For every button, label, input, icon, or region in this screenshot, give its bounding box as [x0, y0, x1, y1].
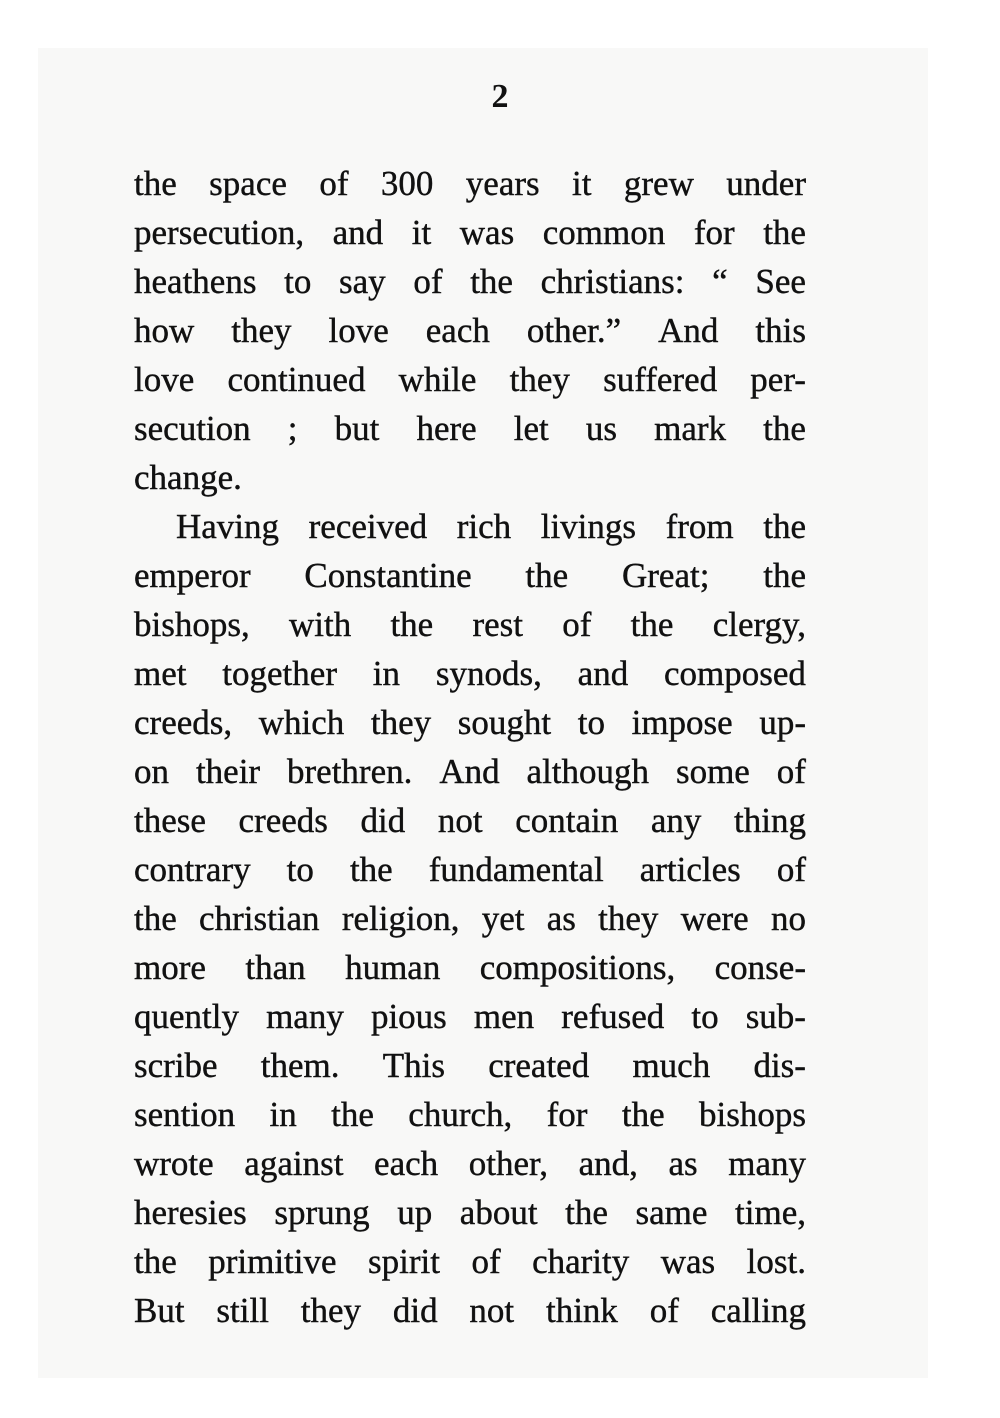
word: in: [372, 654, 401, 693]
word: still: [216, 1291, 269, 1330]
word: pious: [370, 997, 447, 1036]
text-line: [134, 1286, 806, 1335]
word: say: [339, 262, 386, 301]
word: much: [632, 1046, 711, 1085]
word: charity: [532, 1242, 630, 1281]
text-line: [134, 1090, 806, 1139]
word: to: [577, 703, 605, 742]
word: did: [360, 801, 406, 840]
word: on: [134, 752, 169, 791]
word: christian: [199, 899, 320, 938]
word: they: [509, 360, 570, 399]
word: the: [349, 850, 393, 889]
word: same: [635, 1193, 708, 1232]
text-line: [134, 355, 806, 404]
word: Having: [176, 507, 280, 546]
word: composed: [664, 654, 806, 693]
word: ;: [287, 409, 298, 448]
word: for: [546, 1095, 588, 1134]
word: contrary: [134, 850, 251, 889]
word: rich: [456, 507, 512, 546]
word: and: [577, 654, 629, 693]
word: per-: [750, 360, 806, 399]
word: than: [245, 948, 306, 987]
word: See: [755, 262, 806, 301]
text-line: change.: [134, 458, 242, 497]
word: sprung: [274, 1193, 370, 1232]
word: creeds,: [134, 703, 233, 742]
word: dis-: [753, 1046, 806, 1085]
word: they: [598, 899, 659, 938]
word: but: [334, 409, 380, 448]
word: their: [195, 752, 261, 791]
word: they: [231, 311, 292, 350]
word: heresies: [134, 1193, 247, 1232]
text-line: [134, 1188, 806, 1237]
word: refused: [561, 997, 665, 1036]
word: this: [755, 311, 806, 350]
word: emperor: [134, 556, 251, 595]
word: sention: [134, 1095, 236, 1134]
text-line: [134, 747, 806, 796]
text-line: [134, 992, 806, 1041]
text-line: [134, 698, 806, 747]
word: the: [470, 262, 513, 301]
word: sub-: [745, 997, 806, 1036]
word: And: [439, 752, 500, 791]
word: the: [134, 164, 177, 203]
word: under: [726, 164, 806, 203]
word: brethren.: [287, 752, 413, 791]
word: the: [763, 556, 806, 595]
text-line: [134, 208, 806, 257]
word: primitive: [208, 1242, 337, 1281]
word: impose: [631, 703, 733, 742]
word: church,: [408, 1095, 513, 1134]
word: the: [621, 1095, 665, 1134]
word: clergy,: [712, 605, 806, 644]
word: calling: [710, 1291, 806, 1330]
word: which: [258, 703, 345, 742]
word: lost.: [746, 1242, 806, 1281]
text-line: [134, 502, 806, 551]
word: sought: [457, 703, 552, 742]
text-line: [134, 257, 806, 306]
text-line: [134, 1237, 806, 1286]
word: of: [319, 164, 349, 203]
word: spirit: [368, 1242, 440, 1281]
text-line: [134, 306, 806, 355]
word: with: [288, 605, 352, 644]
word: “: [712, 262, 728, 301]
text-line: [134, 551, 806, 600]
word: as: [668, 1144, 698, 1183]
word: men: [473, 997, 535, 1036]
word: religion,: [341, 899, 460, 938]
paragraph-1: [134, 159, 806, 502]
word: rest: [472, 605, 524, 644]
text-line: [134, 796, 806, 845]
word: they: [300, 1291, 362, 1330]
page-number: 2: [491, 78, 509, 115]
word: suffered: [603, 360, 718, 399]
word: conse-: [714, 948, 806, 987]
word: from: [665, 507, 734, 546]
word: 300: [380, 164, 434, 203]
word: fundamental: [428, 850, 604, 889]
word: the: [630, 605, 674, 644]
word: livings: [540, 507, 637, 546]
word: christians:: [540, 262, 685, 301]
word: quently: [134, 997, 239, 1036]
word: was: [459, 213, 515, 252]
word: heathens: [134, 262, 257, 301]
word: how: [134, 311, 195, 350]
word: they: [370, 703, 432, 742]
word: think: [545, 1291, 618, 1330]
word: the: [331, 1095, 374, 1134]
word: wrote: [134, 1144, 214, 1183]
word: the: [525, 556, 569, 595]
word: while: [398, 360, 477, 399]
word: the: [565, 1193, 608, 1232]
word: it: [572, 164, 592, 203]
word: and,: [578, 1144, 638, 1183]
word: bishops,: [134, 605, 250, 644]
word: the: [763, 409, 806, 448]
word: each: [425, 311, 490, 350]
word: love: [134, 360, 195, 399]
word: the: [134, 1242, 177, 1281]
word: for: [693, 213, 735, 252]
word: many: [728, 1144, 806, 1183]
word: creeds: [238, 801, 328, 840]
word: received: [308, 507, 428, 546]
word: met: [134, 654, 187, 693]
word: time,: [735, 1193, 806, 1232]
word: Great;: [621, 556, 710, 595]
text-line: [134, 649, 806, 698]
word: other.”: [526, 311, 622, 350]
word: some: [675, 752, 750, 791]
word: the: [390, 605, 434, 644]
word: against: [244, 1144, 344, 1183]
word: each: [374, 1144, 439, 1183]
word: secution: [134, 409, 251, 448]
text-line: [134, 600, 806, 649]
word: space: [209, 164, 287, 203]
word: about: [459, 1193, 538, 1232]
word: any: [650, 801, 702, 840]
word: to: [691, 997, 719, 1036]
word: yet: [481, 899, 525, 938]
word: years: [465, 164, 540, 203]
word: of: [776, 850, 806, 889]
text-line: [134, 1139, 806, 1188]
word: other,: [468, 1144, 548, 1183]
word: scribe: [134, 1046, 218, 1085]
word: grew: [623, 164, 694, 203]
word: Constantine: [304, 556, 472, 595]
word: not: [437, 801, 483, 840]
text-line: [134, 404, 806, 453]
word: to: [286, 850, 314, 889]
word: these: [134, 801, 206, 840]
word: were: [680, 899, 749, 938]
word: of: [413, 262, 443, 301]
word: let: [513, 409, 549, 448]
text-line: [134, 159, 806, 208]
word: This: [382, 1046, 445, 1085]
word: the: [134, 899, 177, 938]
word: us: [585, 409, 617, 448]
word: together: [222, 654, 337, 693]
word: many: [266, 997, 344, 1036]
word: here: [416, 409, 477, 448]
word: not: [469, 1291, 515, 1330]
word: of: [471, 1242, 501, 1281]
word: of: [562, 605, 592, 644]
word: But: [134, 1291, 185, 1330]
word: them.: [260, 1046, 340, 1085]
word: and: [332, 213, 384, 252]
word: compositions,: [479, 948, 676, 987]
word: love: [328, 311, 389, 350]
word: up: [397, 1193, 433, 1232]
word: bishops: [699, 1095, 806, 1134]
word: articles: [639, 850, 741, 889]
word: was: [660, 1242, 716, 1281]
word: synods,: [435, 654, 542, 693]
word: human: [345, 948, 441, 987]
text-line: [134, 894, 806, 943]
word: the: [763, 213, 806, 252]
word: in: [269, 1095, 297, 1134]
word: common: [542, 213, 666, 252]
word: thing: [734, 801, 806, 840]
word: created: [488, 1046, 590, 1085]
word: continued: [227, 360, 366, 399]
word: contain: [515, 801, 619, 840]
word: although: [526, 752, 650, 791]
word: of: [776, 752, 806, 791]
word: up-: [759, 703, 806, 742]
word: the: [763, 507, 806, 546]
word: as: [546, 899, 576, 938]
text-line: [134, 845, 806, 894]
word: to: [284, 262, 312, 301]
text-line: [134, 1041, 806, 1090]
paragraph-2: [134, 502, 806, 1335]
word: of: [649, 1291, 679, 1330]
word: mark: [654, 409, 727, 448]
text-line: [134, 943, 806, 992]
word: did: [392, 1291, 438, 1330]
word: no: [770, 899, 806, 938]
body-text: [134, 159, 806, 1335]
word: more: [134, 948, 206, 987]
word: And: [658, 311, 719, 350]
word: it: [411, 213, 432, 252]
word: persecution,: [134, 213, 305, 252]
